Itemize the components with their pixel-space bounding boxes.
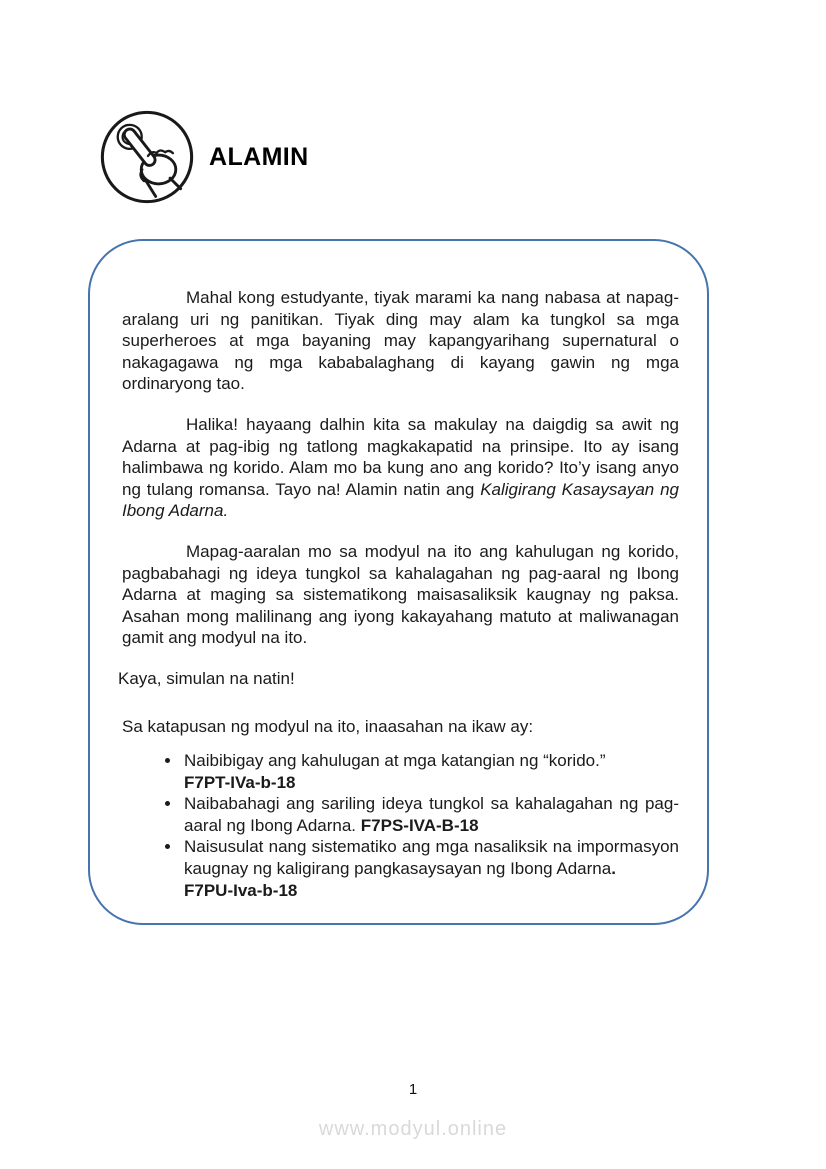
objectives-list	[122, 750, 679, 901]
objective-1-code: F7PT-IVa-b-18	[184, 772, 296, 792]
objective-2-text: Naibabahagi ang sariling ideya tungkol sa kahalagahan ng pag-aaral ng Ibong Adarna.	[184, 794, 679, 835]
objective-3-period: .	[611, 859, 616, 879]
objective-3-code: F7PU-Iva-b-18	[184, 880, 298, 900]
objective-3-text: Naisusulat nang sistematiko ang mga nasaliksik na impormasyon kaugnay ng kaligirang pangkasaysayan ng Ibong Adarna	[184, 837, 679, 879]
objectives-intro: Sa katapusan ng modyul na ito, inaasahan na ikaw ay:	[122, 716, 534, 736]
section-title: ALAMIN	[209, 142, 309, 171]
objective-item-3	[182, 836, 679, 901]
paragraph-2-italic-title: Kaligirang Kasaysayan ng Ibong Adarna.	[122, 479, 679, 521]
page-number: 1	[408, 1081, 418, 1098]
watermark: www.modyul.online	[318, 1118, 508, 1140]
paragraph-3: Mapag-aaralan mo sa modyul na ito ang kahulugan ng korido, pagbabahagi ng ideya tungkol sa kahalagahan ng pag-aaral ng Ibong Adarna at maging sa sistematikong maisasaliksik kaugnay ng paksa. Asahan mong malilinang ang iyong kakayahang matuto at maliwanagan gamit ang modyul na ito.	[122, 541, 679, 648]
paragraph-2-text: Halika! hayaang dalhin kita sa makulay na daigdig sa awit ng Adarna at pag-ibig ng tatlong magkakapatid na prinsipe. Ito ay isang halimbawa ng korido. Alam mo ba kung ano ang korido? Ito’y isang anyo ng tulang romansa. Tayo na! Alamin natin ang	[122, 414, 679, 499]
touch-press-icon	[99, 109, 195, 205]
paragraph-1: Mahal kong estudyante, tiyak marami ka nang nabasa at napag-aralang uri ng panitikan. Tiyak ding may alam ka tungkol sa mga superheroes at mga bayaning may kapangyarihang supernatural o nakagagawa ng mga kababalaghang di kayang gawin ng mga ordinaryong tao.	[122, 288, 679, 394]
intro-panel	[88, 239, 709, 925]
objective-item-1	[182, 750, 679, 793]
objective-1-text: Naibibigay ang kahulugan at mga katangian ng “korido.”	[184, 751, 606, 771]
objective-item-2	[182, 793, 679, 836]
section-header	[99, 109, 309, 205]
paragraph-2	[122, 414, 679, 522]
paragraph-4: Kaya, simulan na natin!	[118, 668, 295, 688]
objective-2-code: F7PS-IVA-B-18	[360, 815, 479, 835]
